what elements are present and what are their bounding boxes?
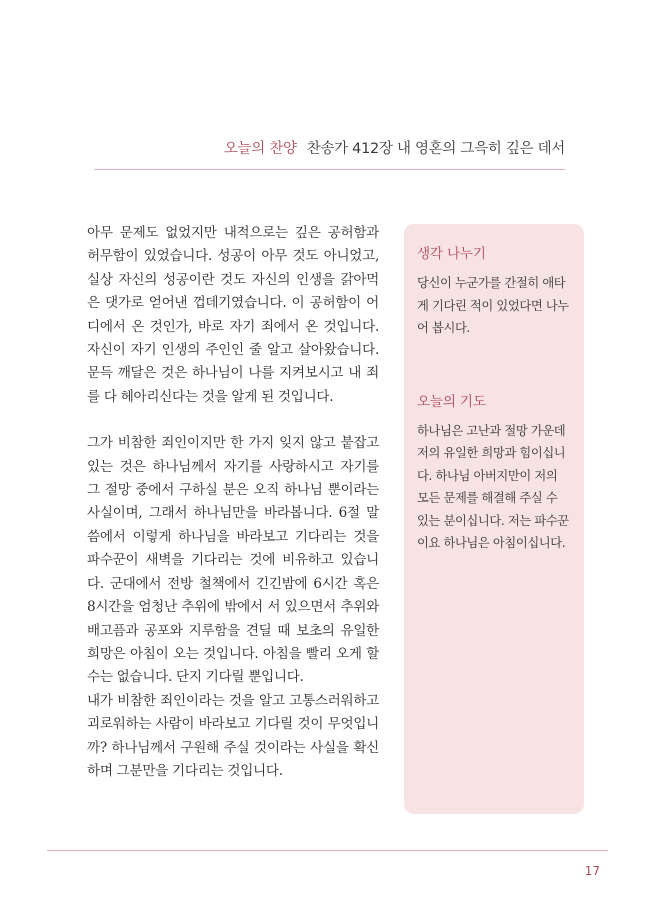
- prayer-text: 하나님은 고난과 절망 가운데 저의 유일한 희망과 힘이십니다. 하나님 아버지만이 저의 모든 문제를 해결해 주실 수 있는 분이십니다. 저는 파수꾼이요 하나님은 아침이십니다.: [417, 423, 569, 550]
- prayer-heading: 오늘의 기도: [417, 393, 486, 410]
- section-label: 오늘의 찬양: [223, 141, 297, 157]
- paragraph-1: 아무 문제도 없었지만 내적으로는 깊은 공허함과 허무함이 있었습니다. 성공이 아무 것도 아니었고, 실상 자신의 성공이란 것도 자신의 인생을 갉아먹은 댓가로 얻어낸 껍데기였습니다. 이 공허함이 어디에서 온 것인가, 바로 자기 죄에서 온 것입니다. 자신이 자기 인생의 주인인 줄 알고 살아왔습니다. 문득 깨달은 것은 하나님이 나를 지켜보시고 내 죄를 다 헤아리신다는 것을 알게 된 것입니다.: [87, 225, 379, 405]
- header-divider: [94, 169, 565, 170]
- share-heading: 생각 나누기: [417, 246, 486, 262]
- page-header: [224, 137, 565, 158]
- hymn-title: 찬송가 412장 내 영혼의 그윽히 깊은 데서: [306, 141, 565, 157]
- page-number: 17: [584, 864, 600, 878]
- footer-divider: [47, 850, 608, 851]
- main-article: [87, 222, 379, 783]
- sidebar-box: [404, 224, 584, 814]
- paragraph-2: 그가 비참한 죄인이지만 한 가지 잊지 않고 붙잡고 있는 것은 하나님께서 자기를 사랑하시고 자기를 그 절망 중에서 구하실 분은 오직 하나님 뿐이라는 사실이며, 그래서 하나님만을 바라봅니다. 6절 말씀에서 이렇게 하나님을 바라보고 기다리는 것을 파수꾼이 새벽을 기다리는 것에 비유하고 있습니다. 군대에서 전방 철책에서 긴긴밤에 6시간 혹은 8시간을 엄청난 추위에 밖에서 서 있으면서 추위와 배고픔과 공포와 지루함을 견딜 때 보초의 유일한 희망은 아침이 오는 것입니다. 아침을 빨리 오게 할 수는 없습니다. 단지 기다릴 뿐입니다.: [87, 435, 379, 686]
- share-text: 당신이 누군가를 간절히 애타게 기다린 적이 있었다면 나누어 봅시다.: [417, 276, 569, 335]
- paragraph-3: 내가 비참한 죄인이라는 것을 알고 고통스러워하고 괴로워하는 사람이 바라보고 기다릴 것이 무엇입니까? 하나님께서 구원해 주실 것이라는 사실을 확신하며 그분만을 기다리는 것입니다.: [87, 692, 379, 779]
